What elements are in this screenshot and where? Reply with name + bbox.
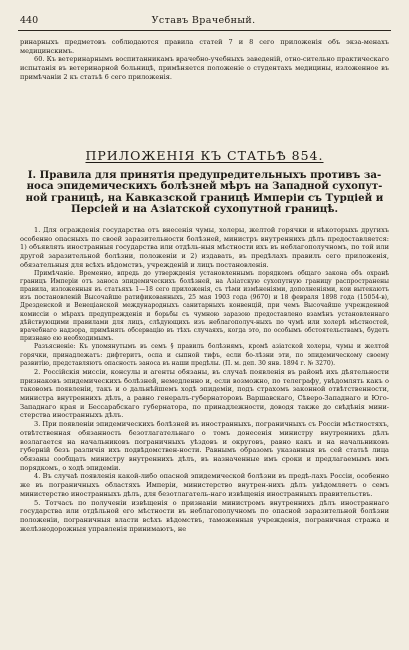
article-3: 3. При появленіи эпидемическихъ болѣзней въ иностранныхъ, пограничныхъ съ Россіи мѣстностяхъ, отвѣтственная обязанность безотлагательнаго о томъ донесенія министру внутреннихъ дѣлъ возлагается на начальниковъ пограничныхъ уѣздовъ и округовъ, равно какъ и на начальниковъ губерній безъ различія ихъ подвѣдомствен-ности. Равнымъ образомъ указанныя въ сей статьѣ лица обязаны сообщать министру внутреннихъ дѣлъ, въ назначенные имъ сроки и предлагаемымъ имъ порядкомъ, о ходѣ эпидеміи.: [20, 420, 389, 472]
section-body: [20, 226, 389, 533]
article-60: 60. Къ ветеринарнымъ воспитанникамъ врачебно-учебныхъ заведеній, отно-сительно практическаго испытанія въ ветеринарной больницѣ, примѣняется положеніе о студентахъ медицины, изложенное въ примѣчаніи 2 къ статьѣ 6 сего приложенія.: [20, 55, 389, 81]
header-rule: [18, 30, 391, 31]
article-5: 5. Тотчасъ по полученіи извѣщенія о признаніи министромъ внутреннихъ дѣлъ иностраннаго государства или отдѣльной его мѣстности въ неблагополучномъ по опасной заразительной болѣзни положеніи, пограничныя власти всѣхъ вѣдомствъ, таможенныя учрежденія, пограничная стража и желѣзнодорожныя управленія принимаютъ, не: [20, 498, 389, 533]
clarification-paragraph: Разъясненіе: Къ упомянутымъ въ семъ § правилъ болѣзнямъ, кромѣ азіатской холеры, чумы и желтой горячки, принадлежатъ: дифтеритъ, оспа и сыпной тифъ, если бо-лѣзни эти, по эпидемическому своему развитію, представляютъ опасность заноса въ наши предѣлы. (П. м. деп. 30 янв. 1894 г. № 3270).: [20, 343, 389, 367]
article-1: 1. Для огражденія государства отъ внесенія чумы, холеры, желтой горячки и нѣкоторыхъ другихъ особенно опасныхъ по своей заразительности болѣзней, министръ внутреннихъ дѣлъ предоставляется: 1) объявлять иностранныя государства или отдѣль-ныя мѣстности ихъ въ неблагополучномъ, по той или другой заразительной болѣзни, положеніи и 2) издавать, въ предѣлахъ правилъ сего приложенія, обязательныя для всѣхъ вѣдомствъ, учрежденій и лицъ постановленія.: [20, 226, 389, 269]
article-4: 4. Въ случаѣ появленія какой-либо опасной эпидемической болѣзни въ предѣ-лахъ Россіи, особенно же въ пограничныхъ областяхъ Имперіи, министерство внутрен-нихъ дѣлъ увѣдомляетъ о семъ министерство иностранныхъ дѣлъ, для безотлагатель-наго извѣщенія иностранныхъ правительствъ.: [20, 472, 389, 498]
continuation-text: [20, 38, 389, 82]
appendix-heading: ПРИЛОЖЕНІЯ КЪ СТАТЬѢ 854.: [85, 148, 324, 163]
continuation-paragraph: ринарныхъ предметовъ соблюдаются правила статей 7 и 8 сего приложенія объ экза-менахъ медицинскимъ.: [20, 38, 389, 55]
page-header: [20, 12, 389, 28]
page-number: 440: [20, 14, 39, 26]
section-title: I. Правила для принятія предупредительныхъ противъ за-носа эпидемическихъ болѣзней мѣръ на Западной сухопут-ной границѣ, на Кавказской границѣ Имперіи съ Турціей и Персіей и на Азіатской сухопутной границѣ.: [25, 169, 384, 216]
running-title: Уставъ Врачебный.: [151, 14, 256, 26]
note-paragraph: Примѣчаніе. Временно, впредь до утвержденія установленнымъ порядкомъ общаго закона объ охранѣ границъ Имперіи отъ заноса эпидемическихъ болѣзней, на Азіатскую сухопутную границу распространены правила, изложенныя въ статьяхъ 1—18 сего приложенія, съ тѣми измѣненіями, дополненіями, кои вытекаютъ изъ постановленій Высочайше ратификованныхъ, 25 мая 1903 года (9670) и 18 февраля 1898 года (15054-в), Дрезденской и Венеціанской международныхъ санитарныхъ конвенцій, при чемъ Высочайше учрежденной комиссіи о мѣрахъ предупрежденія и борьбы съ чумною заразою предоставлено взамѣнъ установленнаго дѣйствующими правилами для лицъ, слѣдующихъ изъ неблагополуч-ныхъ по чумѣ или холерѣ мѣстностей, врачебнаго надзора, примѣнять обсервацію въ тѣхъ случаяхъ, когда это, по особымъ обстоятельствамъ, будетъ признано ею необходимымъ.: [20, 269, 389, 343]
article-2: 2. Россійскія миссіи, консулы и агенты обязаны, въ случаѣ появленія въ районѣ ихъ дѣятельности признаковъ эпидемическихъ болѣзней, немедленно и, если возможно, по телеграфу, увѣдомлять какъ о таковомъ появленіи, такъ и о дальнѣйшемъ ходѣ эпидеміи, подъ страхомъ законной отвѣтственности, министра внутреннихъ дѣлъ, а равно генералъ-губернаторовъ Варшавскаго, Сѣверо-Западнаго и Юго-Западнаго края и Бессарабскаго губернатора, по принадлежности, доводя также до свѣдѣнія мини-стерства иностранныхъ дѣлъ.: [20, 367, 389, 420]
